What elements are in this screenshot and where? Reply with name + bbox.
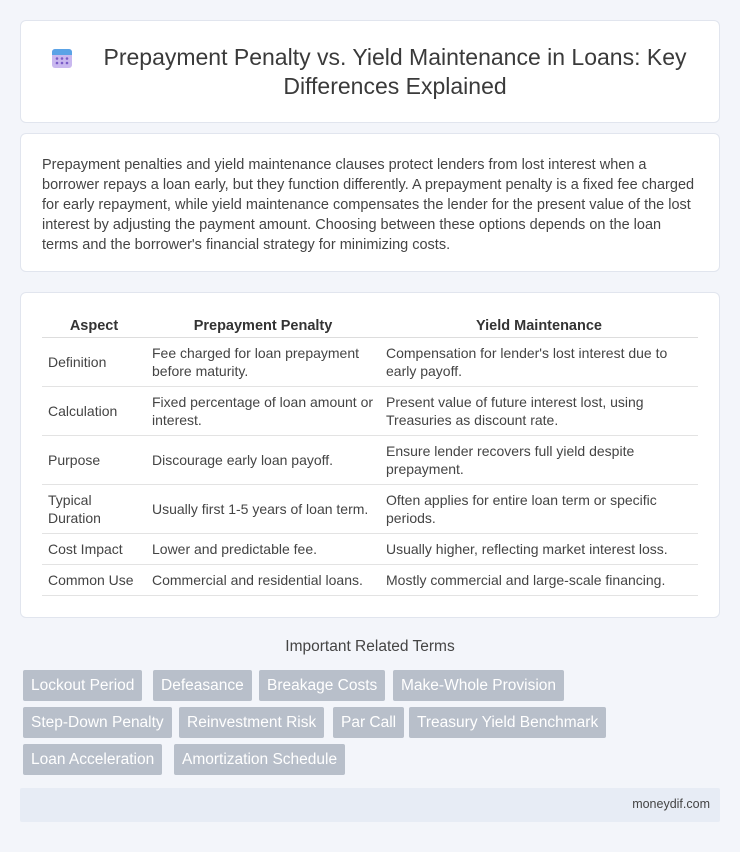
- cell-aspect: Calculation: [42, 386, 146, 435]
- cell-aspect: Common Use: [42, 564, 146, 595]
- comparison-table: [42, 315, 698, 596]
- cell-aspect: Purpose: [42, 435, 146, 484]
- intro-card: [20, 133, 720, 272]
- related-terms-title: Important Related Terms: [285, 638, 455, 655]
- tag-treasury-yield-benchmark[interactable]: Treasury Yield Benchmark: [409, 707, 606, 738]
- cell-aspect: Typical Duration: [42, 484, 146, 533]
- cell-yield-maintenance: Ensure lender recovers full yield despite prepayment.: [380, 435, 698, 484]
- tag-make-whole-provision[interactable]: Make-Whole Provision: [393, 670, 564, 701]
- title-card: [20, 20, 720, 123]
- cell-prepayment-penalty: Discourage early loan payoff.: [146, 435, 380, 484]
- cell-aspect: Definition: [42, 337, 146, 386]
- table-row: [42, 435, 698, 484]
- cell-yield-maintenance: Usually higher, reflecting market interest loss.: [380, 533, 698, 564]
- table-row: [42, 484, 698, 533]
- header-yield-maintenance: Yield Maintenance: [380, 315, 698, 337]
- table-row: [42, 533, 698, 564]
- table-header-row: [42, 315, 698, 337]
- cell-prepayment-penalty: Fee charged for loan prepayment before maturity.: [146, 337, 380, 386]
- header-aspect: Aspect: [42, 315, 146, 337]
- tag-reinvestment-risk[interactable]: Reinvestment Risk: [179, 707, 324, 738]
- cell-yield-maintenance: Present value of future interest lost, using Treasuries as discount rate.: [380, 386, 698, 435]
- cell-yield-maintenance: Mostly commercial and large-scale financing.: [380, 564, 698, 595]
- tag-breakage-costs[interactable]: Breakage Costs: [259, 670, 385, 701]
- tag-step-down-penalty[interactable]: Step-Down Penalty: [23, 707, 172, 738]
- tag-defeasance[interactable]: Defeasance: [153, 670, 252, 701]
- page-title: Prepayment Penalty vs. Yield Maintenance in Loans: Key Differences Explained: [103, 44, 687, 99]
- cell-prepayment-penalty: Commercial and residential loans.: [146, 564, 380, 595]
- header-prepayment-penalty: Prepayment Penalty: [146, 315, 380, 337]
- cell-aspect: Cost Impact: [42, 533, 146, 564]
- footer: [20, 788, 720, 822]
- tag-lockout-period[interactable]: Lockout Period: [23, 670, 142, 701]
- footer-site-name[interactable]: moneydif.com: [632, 797, 710, 811]
- tag-loan-acceleration[interactable]: Loan Acceleration: [23, 744, 162, 775]
- cell-yield-maintenance: Often applies for entire loan term or specific periods.: [380, 484, 698, 533]
- table-row: [42, 386, 698, 435]
- table-row: [42, 564, 698, 595]
- cell-yield-maintenance: Compensation for lender's lost interest due to early payoff.: [380, 337, 698, 386]
- table-row: [42, 337, 698, 386]
- intro-paragraph: Prepayment penalties and yield maintenance clauses protect lenders from lost interest when a borrower repays a loan early, but they function differently. A prepayment penalty is a fixed fee charged for early repayment, while yield maintenance compensates the lender for the present value of the lost interest by adjusting the payment amount. Choosing between these options depends on the loan terms and the borrower's financial strategy for minimizing costs.: [42, 157, 695, 253]
- cell-prepayment-penalty: Lower and predictable fee.: [146, 533, 380, 564]
- tag-par-call[interactable]: Par Call: [333, 707, 404, 738]
- comparison-table-card: [20, 292, 720, 618]
- cell-prepayment-penalty: Usually first 1-5 years of loan term.: [146, 484, 380, 533]
- cell-prepayment-penalty: Fixed percentage of loan amount or interest.: [146, 386, 380, 435]
- tag-amortization-schedule[interactable]: Amortization Schedule: [174, 744, 345, 775]
